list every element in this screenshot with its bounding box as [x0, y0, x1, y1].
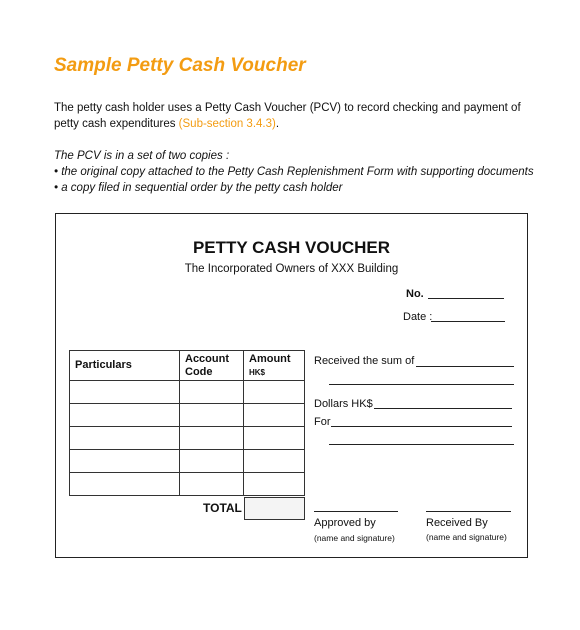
- intro-paragraph: [54, 100, 544, 132]
- copies-item-filed: • a copy filed in sequential order by the petty cash holder: [54, 182, 343, 194]
- table-cell[interactable]: [180, 450, 244, 473]
- table-row: [70, 404, 305, 427]
- column-amount: Amount HK$: [244, 351, 305, 381]
- for-label: For: [314, 416, 331, 428]
- voucher-title: PETTY CASH VOUCHER: [192, 238, 391, 257]
- for-line[interactable]: [331, 426, 512, 427]
- table-cell[interactable]: [70, 381, 180, 404]
- table-row: [70, 450, 305, 473]
- total-label: TOTAL: [203, 501, 242, 515]
- table-cell[interactable]: [244, 404, 305, 427]
- table-cell[interactable]: [70, 404, 180, 427]
- particulars-table: [69, 350, 305, 496]
- column-particulars: Particulars: [70, 351, 180, 381]
- copies-lead: The PCV is in a set of two copies :: [54, 150, 230, 162]
- table-cell[interactable]: [244, 427, 305, 450]
- voucher-date-label: Date :: [403, 311, 433, 323]
- voucher-date-line[interactable]: [431, 321, 505, 322]
- table-cell[interactable]: [70, 450, 180, 473]
- copies-section: [54, 148, 554, 196]
- table-cell[interactable]: [244, 473, 305, 496]
- subsection-reference: (Sub-section 3.4.3): [178, 118, 276, 130]
- for-line-2[interactable]: [329, 444, 514, 445]
- total-amount-field[interactable]: [244, 497, 305, 520]
- column-account-code: Account Code: [180, 351, 244, 381]
- table-cell[interactable]: [70, 427, 180, 450]
- approved-by-note: (name and signature): [314, 533, 395, 543]
- approved-by-label: Approved by: [314, 517, 376, 529]
- voucher-no-label: No.: [406, 288, 424, 300]
- document-heading: Sample Petty Cash Voucher: [54, 55, 306, 76]
- dollars-label: Dollars HK$: [314, 398, 373, 410]
- voucher-subtitle: The Incorporated Owners of XXX Building: [184, 263, 399, 275]
- table-cell[interactable]: [180, 427, 244, 450]
- table-cell[interactable]: [244, 450, 305, 473]
- table-row: [70, 381, 305, 404]
- table-header-row: [70, 351, 305, 381]
- approved-signature-line[interactable]: [314, 511, 398, 512]
- table-cell[interactable]: [180, 381, 244, 404]
- dollars-line[interactable]: [374, 408, 512, 409]
- table-cell[interactable]: [180, 473, 244, 496]
- received-by-label: Received By: [426, 517, 488, 529]
- table-cell[interactable]: [70, 473, 180, 496]
- intro-end: .: [275, 118, 280, 130]
- voucher-no-line[interactable]: [428, 298, 504, 299]
- intro-text: The petty cash holder uses a Petty Cash Voucher (PCV) to record checking and payment of petty cash expenditures: [54, 102, 521, 130]
- voucher-form: [55, 213, 528, 558]
- table-cell[interactable]: [244, 381, 305, 404]
- received-sum-label: Received the sum of: [314, 355, 415, 367]
- received-by-note: (name and signature): [426, 532, 507, 542]
- received-sum-line-2[interactable]: [329, 384, 514, 385]
- received-signature-line[interactable]: [426, 511, 511, 512]
- copies-item-original: • the original copy attached to the Petty Cash Replenishment Form with supporting documents: [54, 166, 534, 178]
- received-sum-line[interactable]: [416, 366, 514, 367]
- table-row: [70, 427, 305, 450]
- table-row: [70, 473, 305, 496]
- table-cell[interactable]: [180, 404, 244, 427]
